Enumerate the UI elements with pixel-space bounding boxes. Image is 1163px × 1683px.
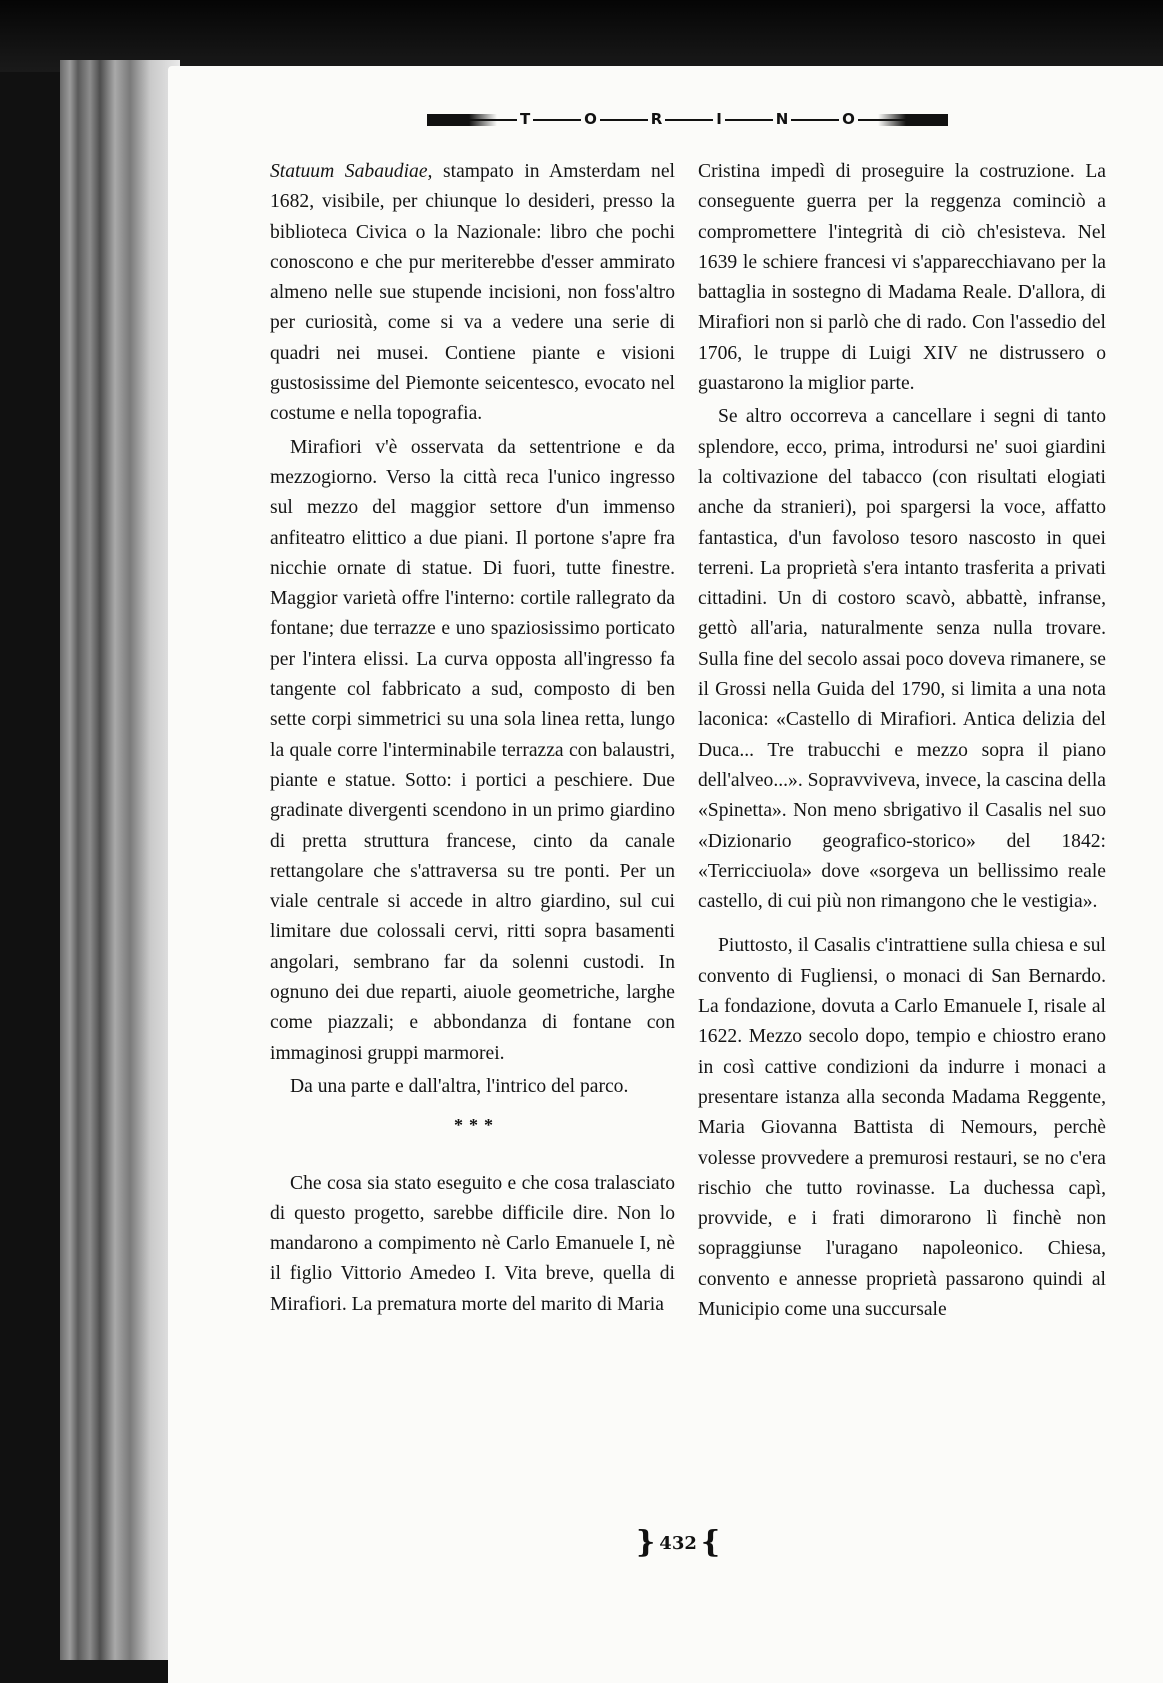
folio-ornament-right: {	[700, 1525, 721, 1560]
paragraph	[270, 157, 675, 430]
header-letter: O	[839, 111, 858, 127]
paragraph: Cristina impedì di proseguire la costruzione. La conseguente guerra per la reggenza cominciò a compromettere l'integrità di ciò ch'esisteva. Nel 1639 le schiere francesi vi s'apparecchiavano per la battaglia in sostegno di Madama Reale. D'allora, di Mirafiori non si parlò che di rado. Con l'assedio del 1706, le truppe di Luigi XIV ne distrussero o guastarono la miglior parte.	[698, 161, 1106, 395]
page-edges-stack	[60, 60, 180, 1660]
page-number: 432	[659, 1532, 697, 1554]
paragraph-text: stampato in Amsterdam nel 1682, visibile, per chiunque lo desideri, presso la biblioteca Civica o la Nazionale: libro che pochi conoscono e che pur meriterebbe d'esser ammirato almeno nelle sue stupende incisioni, non foss'altro per curiosità, come si va a vedere una serie di quadri nei musei. Contiene piante e visioni gustosissime del Piemonte seicentesco, evocato nel costume e nella topografia.	[270, 161, 675, 425]
right-column	[698, 157, 1106, 1325]
folio-ornament-left: }	[636, 1525, 656, 1560]
paragraph: Che cosa sia stato eseguito e che cosa tralasciato di questo progetto, sarebbe difficile dire. Non lo mandarono a compimento nè Carlo Emanuele I, nè il figlio Vittorio Amedeo I. Vita breve, quella di Mirafiori. La prematura morte del marito di Maria	[270, 1172, 675, 1315]
header-letter: N	[773, 111, 792, 127]
paragraph: Mirafiori v'è osservata da settentrione e da mezzogiorno. Verso la città reca l'unico ingresso sul mezzo del maggior settore d'un immenso anfiteatro elittico a due piani. Il portone s'apre fra nicchie ornate di statue. Di fuori, tutte finestre. Maggior varietà offre l'interno: cortile rallegrato da fontane; due terrazze e uno spaziosissimo porticato per l'intera elissi. La curva opposta all'ingresso fa tangente col fabbricato a sud, composto di ben sette corpi simmetrici su una sola linea retta, lungo la quale corre l'interminabile terrazza con balaustri, piante e statue. Sotto: i portici a peschiere. Due gradinate divergenti scendono in un primo giardino di pretta struttura francese, cinto da canale rettangolare che s'attraversa su tre ponti. Per un viale centrale si accede in altro giardino, sul cui limitare due colossali cervi, ritti sopra basamenti angolari, sembrano far da solenni custodi. In ognuno dei due reparti, aiuole geometriche, larghe come piazzali; e abbondanza di fontane con immaginosi gruppi marmorei.	[270, 436, 675, 1064]
header-title	[517, 111, 858, 127]
header-ornament-right	[878, 114, 948, 126]
page-folio	[636, 1525, 721, 1560]
header-letter: R	[648, 111, 666, 127]
paragraph: Piuttosto, il Casalis c'intrattiene sulla chiesa e sul convento di Fugliensi, o monaci di San Bernardo. La fondazione, dovuta a Carlo Emanuele I, risale al 1622. Mezzo secolo dopo, tempio e chiostro erano in così cattive condizioni da indurre i monaci a presentare istanza alla seconda Madama Reggente, Maria Giovanna Battista di Nemours, perchè volesse provvedere a premurosi restauri, se no c'era rischio che tutto rovinasse. La duchessa capì, provvide, e i frati dimorarono lì finchè non sopraggiunse l'uragano napoleonico. Chiesa, convento e annesse proprietà passarono quindi al Municipio come una succursale	[698, 935, 1106, 1320]
paragraph: Da una parte e dall'altra, l'intrico del parco.	[290, 1075, 629, 1097]
header-ornament-left	[427, 114, 497, 126]
running-header	[427, 112, 948, 128]
paragraph: Se altro occorreva a cancellare i segni di tanto splendore, ecco, prima, introdursi ne' suoi giardini la coltivazione del tabacco (con risultati elogiati anche da stranieri), poi spargersi la voce, affatto fantastica, d'un favoloso tesoro nascosto in quei terreni. La proprietà s'era intanto trasferita a privati cittadini. Un di costoro scavò, abbattè, infranse, gettò all'aria, naturalmente senza nulla trovare. Sulla fine del secolo assai poco doveva rimanere, se il Grossi nella Guida del 1790, si limita a una nota laconica: «Castello di Mirafiori. Antica delizia del Duca... Tre trabucchi e mezzo sopra il piano dell'alveo...». Sopravviveva, invece, la cascina della «Spinetta». Non meno sbrigativo il Casalis nel suo «Dizionario geografico-storico» del 1842: «Terricciuola» dove «sorgeva un bellissimo reale castello, di cui più non rimangono che le vestigia».	[698, 406, 1106, 913]
header-letter: T	[517, 111, 533, 127]
left-column	[270, 157, 675, 1320]
book-title-italic: Statuum Sabaudiae,	[270, 161, 433, 182]
section-separator: ***	[454, 1115, 499, 1136]
header-letter: O	[581, 111, 600, 127]
header-letter: I	[713, 111, 725, 127]
